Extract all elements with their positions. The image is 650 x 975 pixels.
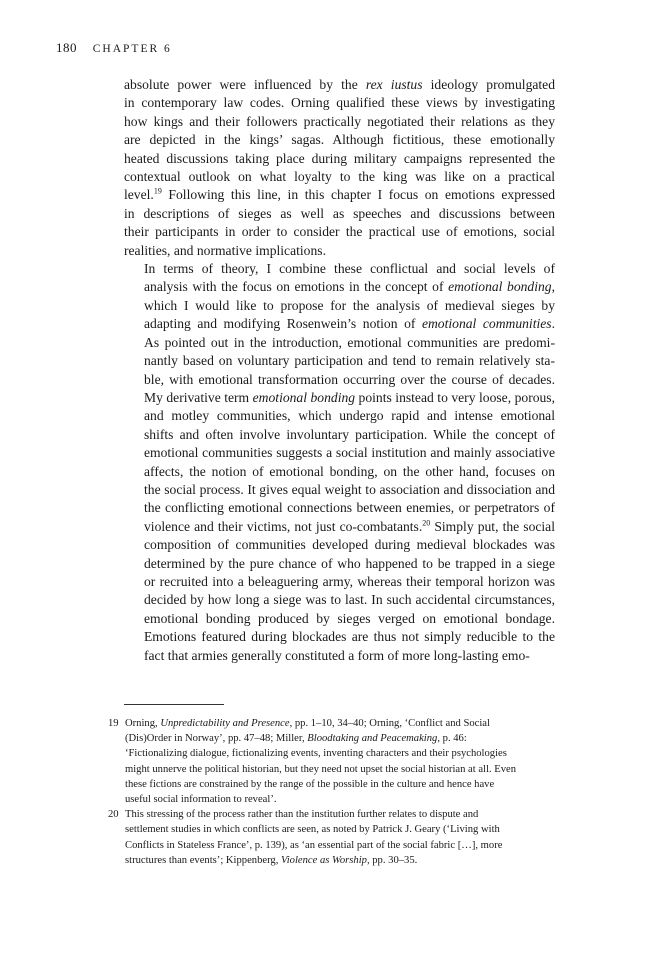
footnote-line: settlement studies in which conflicts are seen, as noted by Patrick J. Geary (‘Living with [125, 824, 500, 836]
text-line: decided by how long a siege was to last. In such accidental circumstances, [144, 592, 555, 608]
footnote-line: Orning, Unpredictability and Presence, pp. 1–10, 34–40; Orning, ‘Conflict and Social [125, 718, 490, 729]
text-line: analysis with the focus on emotions in the concept of emotional bonding, [144, 279, 555, 295]
footnote-separator [124, 704, 224, 705]
text-line: Emotions featured during blockades are thus not simply reducible to the [144, 629, 555, 645]
paragraph [124, 260, 555, 665]
text-line: level.$^{19}$ Following this line, in this chapter I focus on emotions expressed [124, 186, 555, 203]
text-line: absolute power were influenced by the rex iustus ideology promulgated [124, 77, 556, 92]
footnote-number: 19 [108, 718, 119, 729]
main-text [124, 76, 555, 665]
italic-text: Bloodtaking and Peacemaking [307, 733, 438, 745]
footnote-number: 20 [108, 809, 119, 821]
footnote-line: structures than events’; Kippenberg, Violence as Worship, pp. 30–35. [125, 854, 418, 866]
running-header [56, 40, 172, 56]
text-line: My derivative term emotional bonding points instead to very loose, porous, [144, 389, 555, 405]
footnote-line: This stressing of the process rather than the institution further relates to dispute and [125, 809, 479, 821]
italic-text: rex iustus [365, 77, 423, 92]
italic-text: Unpredictability and Presence [160, 718, 290, 729]
italic-text: emotional bonding [252, 389, 356, 405]
italic-text: emotional communities [421, 316, 552, 332]
footnote-ref: 20 [422, 518, 431, 528]
text-line: how kings and their followers practically negotiated their relations as they [124, 113, 555, 129]
footnote-line: these fictions are constrained by the range of the possible in the culture and hence have [125, 778, 495, 790]
chapter-label: CHAPTER 6 [92, 43, 172, 55]
page-number: 180 [56, 40, 77, 55]
text-line: heated discussions taking place during military campaigns represented the [124, 150, 555, 166]
paragraph [124, 76, 555, 260]
text-line: in descriptions of sieges as well as speeches and discussions between [124, 205, 555, 221]
text-line: or recruited into a beleaguering army, whereas their temporal horizon was [144, 573, 555, 589]
text-line: In terms of theory, I combine these conflictual and social levels of [144, 261, 555, 277]
italic-text: emotional bonding [448, 279, 552, 295]
text-line: affects, the notion of emotional bonding, on the other hand, focuses on [144, 463, 555, 479]
text-line: the social process. It gives equal weight to association and dissociation and [144, 481, 555, 497]
text-line: which I would like to propose for the analysis of medieval sieges by [144, 297, 555, 313]
footnote-line: (Dis)Order in Norway’, pp. 47–48; Miller, Bloodtaking and Peacemaking, p. 46: [125, 733, 467, 745]
text-line: fact that armies generally constituted a form of more long-lasting emo- [144, 647, 530, 663]
footnote-ref: 19 [153, 186, 162, 196]
text-line: shifts and often involve involuntary participation. While the concept of [144, 426, 555, 442]
footnote-line: might unnerve the political historian, but they need not upset the social historian at all. Even [125, 763, 516, 775]
text-line: nantly based on voluntary participation and tend to remain relatively sta- [144, 353, 555, 369]
text-line: contextual outlook on what loyalty to the king was like on a practical [124, 169, 555, 185]
footnote-line: ‘Fictionalizing dialogue, fictionalizing events, inventing characters and their psychologies [125, 748, 507, 760]
text-line: are depicted in the kings’ sagas. Although fictitious, these emotionally [124, 132, 555, 148]
footnote-line: Conflicts in Stateless France’, p. 139), as ‘an essential part of the social fabric […], more [125, 839, 503, 851]
text-line: composition of communities developed during medieval blockades was [144, 537, 555, 553]
footnote [108, 716, 556, 807]
text-line: their participants in order to consider the practical use of emotions, social [124, 224, 555, 240]
footnote [108, 807, 556, 868]
text-line: the conflicting emotional connections between enemies, or perpetrators of [144, 500, 555, 516]
text-line: violence and their victims, not just co-combatants.$^{20}$ Simply put, the social [144, 518, 555, 534]
footnote-text [125, 716, 556, 807]
text-line: realities, and normative implications. [124, 242, 326, 258]
footnote-line: useful social information to reveal’. [125, 794, 277, 806]
text-line: adapting and modifying Rosenwein’s notion of emotional communities. [144, 316, 555, 332]
text-line: in contemporary law codes. Orning qualified these views by investigating [124, 95, 555, 111]
text-line: determined by the pure chance of who happened to be trapped in a siege [144, 555, 555, 571]
footnote-text [125, 807, 556, 868]
text-line: emotional bonding produced by sieges verged on emotional bondage. [144, 610, 555, 626]
text-line: As pointed out in the introduction, emotional communities are predomi- [144, 334, 555, 350]
text-line: emotional communities suggests a social institution and mainly associative [144, 445, 555, 461]
italic-text: Violence as Worship [281, 854, 367, 866]
footnotes [108, 716, 556, 868]
text-line: ble, with emotional transformation occurring over the course of decades. [144, 371, 555, 387]
text-line: and motley communities, which undergo rapid and intense emotional [144, 408, 555, 424]
